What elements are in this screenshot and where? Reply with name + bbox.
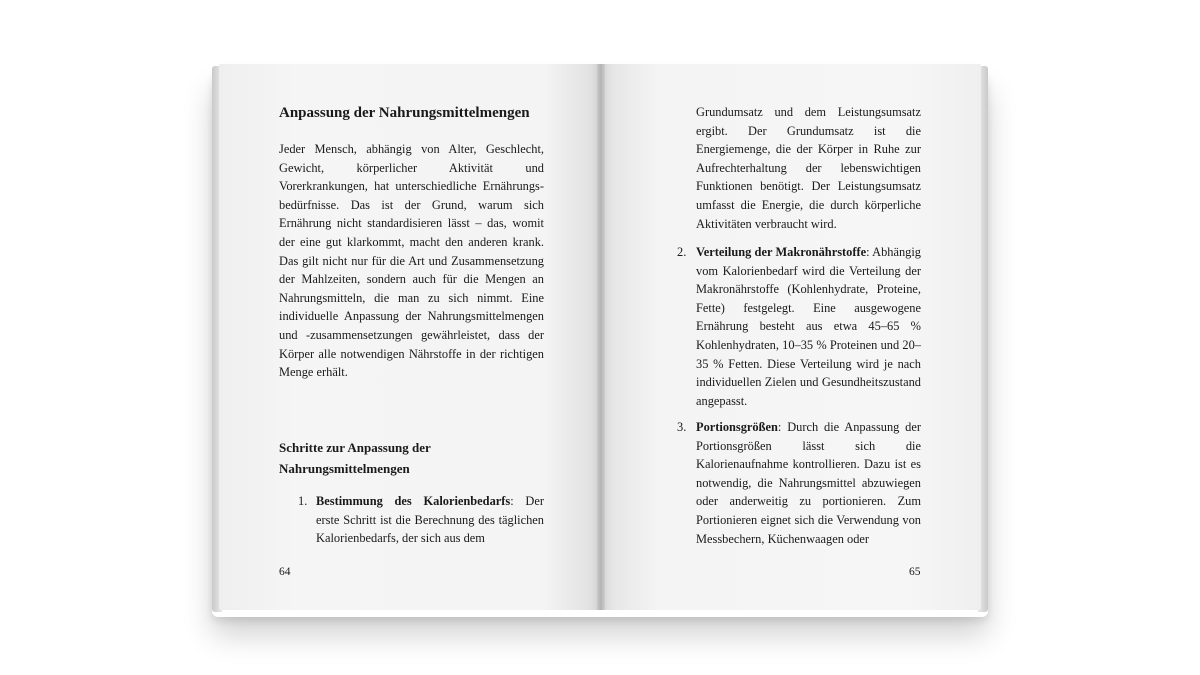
list-item-1-term: Bestimmung des Kalorienbedarfs xyxy=(316,494,511,508)
chapter-heading: Anpassung der Nahrungsmittelmengen xyxy=(279,105,530,121)
list-item-2-text: : Abhängig vom Kalorienbedarf wird die Verteilung der Makronährstoffe (Kohlenhydrate, Proteine, Fette) festgelegt. Eine ausgewogene Ernährung besteht aus etwa 45–65 % Kohlenhydraten, 10–35 % Proteinen und 20–35 % Fetten. Diese Verteilung wird je nach individuellen Zielen und Gesundheitszustand angepasst. xyxy=(696,245,921,408)
list-item-2 xyxy=(696,243,921,410)
list-number-2: 2. xyxy=(677,245,687,259)
section-subheading: Schritte zur Anpassung der Nahrungsmittelmengen xyxy=(279,440,431,476)
book-gutter xyxy=(597,64,605,610)
page-number-right: 65 xyxy=(909,566,921,578)
list-item-3 xyxy=(696,418,921,548)
list-item-3-term: Portionsgrößen xyxy=(696,420,778,434)
page-number-left: 64 xyxy=(279,566,291,578)
list-item-2-term: Verteilung der Makronährstoffe xyxy=(696,245,867,259)
list-item-3-text: : Durch die Anpassung der Portionsgrößen lässt sich die Kalorienaufnahme kontrollieren. Dazu ist es notwendig, die Nahrungsmittel abzuwiegen oder anderweitig zu portionieren. Zum Portionieren eignet sich die Verwendung von Messbechern, Küchenwaagen oder xyxy=(696,420,921,546)
list-item-1-text: : Der erste Schritt ist die Berechnung des täglichen Kalorienbedarfs, der sich aus dem xyxy=(316,494,544,546)
list-item-1 xyxy=(316,492,544,548)
list-item-1-continuation: Grundumsatz und dem Leistungsumsatz ergibt. Der Grundumsatz ist die Energiemenge, die der Körper in Ruhe zur Aufrechterhaltung der lebenswichtigen Funktionen benötigt. Der Leistungsumsatz umfasst die Energie, die durch körperliche Aktivitäten verbraucht wird. xyxy=(696,105,921,231)
list-number-3: 3. xyxy=(677,420,687,434)
list-number-1: 1. xyxy=(298,494,308,508)
intro-paragraph: Jeder Mensch, abhängig von Alter, Geschlecht, Gewicht, körperlicher Aktivität und Vorerkrankungen, hat unterschiedliche Ernährungs-bedürfnisse. Das ist der Grund, warum sich Ernährung nicht standardisieren lässt – das, womit der eine gut klarkommt, macht den anderen krank. Das gilt nicht nur für die Art und Zusammensetzung der Mahlzeiten, sondern auch für die Mengen an Nahrungsmitteln, die man zu sich nimmt. Eine individuelle Anpassung der Nahrungsmittelmengen und -zusammensetzungen gewährleistet, dass der Körper alle notwendigen Nährstoffe in der richtigen Menge erhält. xyxy=(279,142,544,380)
